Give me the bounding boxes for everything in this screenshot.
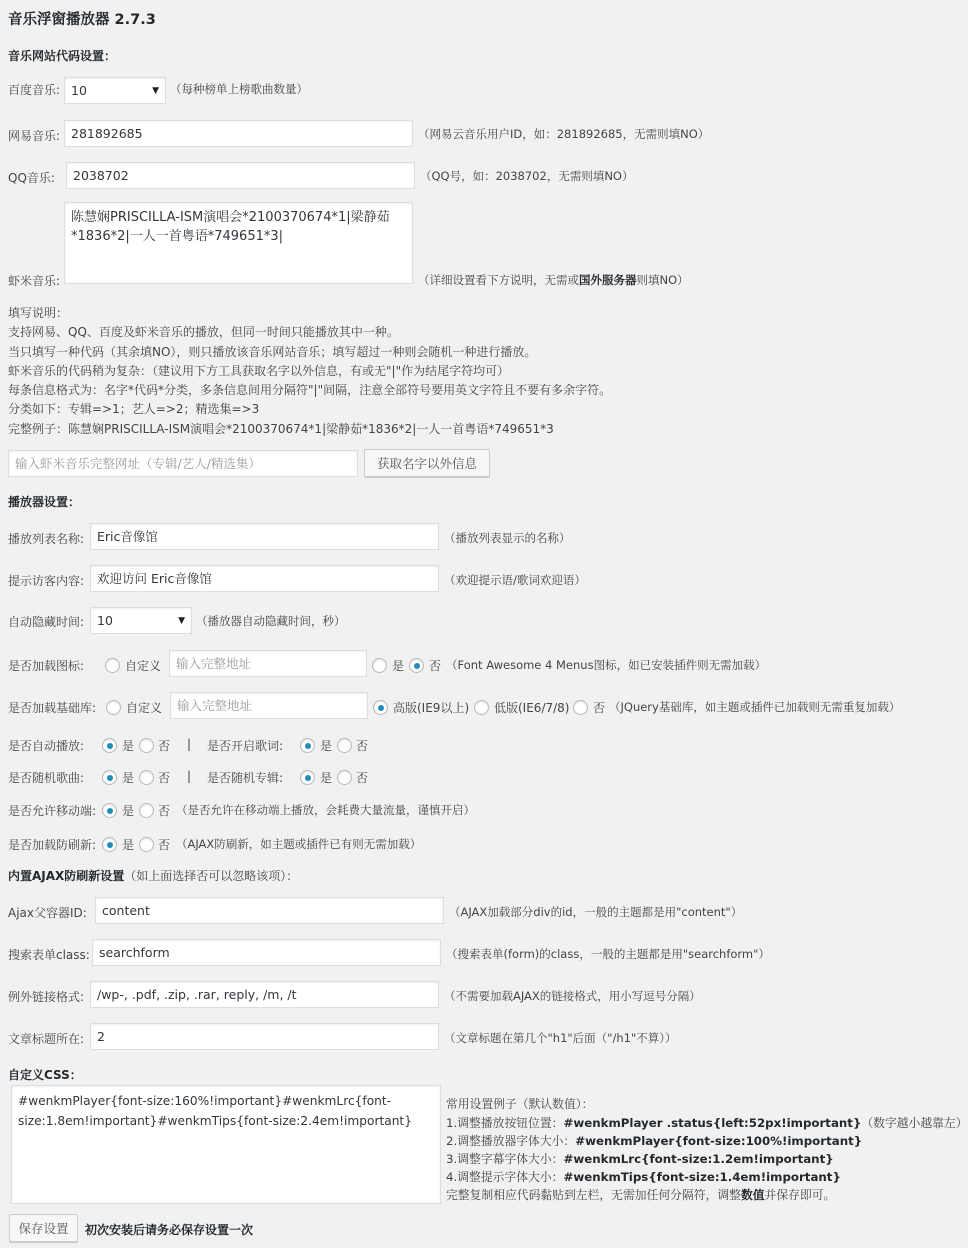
lyrics-label: 是否开启歌词: [207,739,284,753]
load-lib-no-label: 否 [593,701,606,715]
exceptions-label: 例外链接格式: [8,990,85,1004]
css-example-code: #wenkmLrc{font-size:1.2em!important} [563,1152,834,1166]
qq-hint: （QQ号，如：2038702，无需则填NO） [420,169,634,183]
random-song-yes-label: 是 [122,771,135,785]
autohide-select[interactable] [90,607,192,634]
random-song-no-radio[interactable] [139,770,154,785]
autohide-hint: （播放器自动隐藏时间，秒） [196,614,346,628]
xiami-hint [418,272,689,288]
save-button[interactable]: 保存设置 [9,1214,78,1242]
chevron-down-icon: ▼ [178,616,185,626]
qq-label: QQ音乐: [8,171,55,185]
ajax-heading-bold: 内置AJAX防刷新设置 [8,869,125,883]
chevron-down-icon: ▼ [152,86,159,96]
css-example-line [446,1114,968,1131]
css-example-label: 2.调整播放器字体大小： [446,1134,576,1148]
netease-hint: （网易云音乐用户ID，如：281892685，无需则填NO） [418,127,710,141]
xiami-label: 虾米音乐: [8,274,61,288]
css-example-line [446,1168,841,1185]
load-icon-label: 是否加载图标: [8,659,85,673]
css-footer-pre: 完整复制相应代码黏贴到左栏，无需加任何分隔符，调整 [446,1188,741,1202]
load-lib-high-label: 高版(IE9以上) [393,701,470,715]
search-form-label: 搜索表单class: [8,948,90,962]
ajax-container-label: Ajax父容器ID: [8,906,87,920]
netease-label: 网易音乐: [8,129,61,143]
load-lib-hint: （JQuery基础库，如主题或插件已加载则无需重复加载） [609,700,901,714]
css-example-note: （数字越小越靠左） [861,1116,968,1130]
xiami-url-input[interactable]: 输入虾米音乐完整网址（专辑/艺人/精选集） [8,450,358,477]
ajax-heading-rest: （如上面选择否可以忽略该项）： [124,869,299,883]
random-album-no-label: 否 [356,771,369,785]
random-song-label: 是否随机歌曲: [8,771,85,785]
mobile-label: 是否允许移动端: [8,804,97,818]
instruction-line: 每条信息格式为：名字*代码*分类，多条信息间用分隔符"|"间隔，注意全部符号要用英文字符且不要有多余字符。 [8,383,612,397]
mobile-yes-label: 是 [122,804,135,818]
instruction-line: 完整例子：陈慧娴PRISCILLA-ISM演唱会*2100370674*1|梁静茹*1836*2|一人一首粤语*749651*3 [8,422,554,436]
random-album-no-radio[interactable] [337,770,352,785]
article-title-label: 文章标题所在: [8,1032,85,1046]
autoplay-label: 是否自动播放: [8,739,85,753]
lyrics-yes-radio[interactable] [300,738,315,753]
autohide-label: 自动隐藏时间: [8,615,85,629]
css-example-label: 4.调整提示字体大小： [446,1170,564,1184]
load-lib-low-radio[interactable] [474,700,489,715]
custom-css-textarea[interactable]: #wenkmPlayer{font-size:160%!important}#wenkmLrc{font-size:1.8em!important}#wenkmTips{font-size:2.4em!important} [11,1085,441,1204]
load-icon-hint: （Font Awesome 4 Menus图标，如已安装插件则无需加载） [446,658,767,672]
player-section-heading: 播放器设置： [8,495,81,509]
separator: | [187,737,192,751]
load-icon-yes-label: 是 [392,659,405,673]
load-icon-yes-radio[interactable] [372,658,387,673]
mobile-no-label: 否 [158,804,171,818]
xiami-code-textarea[interactable]: 陈慧娴PRISCILLA-ISM演唱会*2100370674*1|梁静茹*1836*2|一人一首粤语*749651*3| [64,202,413,284]
playlist-name-hint: （播放列表显示的名称） [444,531,571,545]
page-title: 音乐浮窗播放器 2.7.3 [8,12,156,28]
instruction-line: 填写说明： [8,306,69,320]
anti-refresh-no-radio[interactable] [139,837,154,852]
ajax-section-heading [8,867,298,884]
lyrics-no-label: 否 [356,739,369,753]
random-album-yes-label: 是 [320,771,333,785]
autoplay-yes-radio[interactable] [102,738,117,753]
xiami-hint-post: 则填NO） [636,273,689,287]
random-album-label: 是否随机专辑: [207,771,284,785]
baidu-count-value: 10 [71,83,87,98]
anti-refresh-label: 是否加载防刷新: [8,838,97,852]
load-icon-url-input[interactable]: 输入完整地址 [169,650,367,677]
lyrics-yes-label: 是 [320,739,333,753]
netease-id-input[interactable]: 281892685 [64,120,413,147]
css-example-line [446,1132,862,1149]
css-example-label: 1.调整播放按钮位置： [446,1116,564,1130]
ajax-container-input[interactable]: content [95,897,444,924]
css-example-line [446,1150,834,1167]
load-lib-url-input[interactable]: 输入完整地址 [170,692,368,719]
instruction-line: 支持网易、QQ、百度及虾米音乐的播放，但同一时间只能播放其中一种。 [8,325,399,339]
article-title-input[interactable]: 2 [90,1023,439,1050]
playlist-name-input[interactable]: Eric音像馆 [90,523,439,550]
autoplay-no-label: 否 [158,739,171,753]
playlist-name-label: 播放列表名称: [8,532,85,546]
random-song-no-label: 否 [158,771,171,785]
random-song-yes-radio[interactable] [102,770,117,785]
exceptions-input[interactable]: /wp-, .pdf, .zip, .rar, reply, /m, /t [90,981,439,1008]
baidu-count-select[interactable] [64,77,166,104]
load-lib-no-radio[interactable] [573,700,588,715]
anti-refresh-yes-label: 是 [122,838,135,852]
instruction-line: 分类如下：专辑=>1；艺人=>2；精选集=>3 [8,402,260,416]
autoplay-no-radio[interactable] [139,738,154,753]
load-icon-custom-radio[interactable] [105,658,120,673]
exceptions-hint: （不需要加载AJAX的链接格式，用小写逗号分隔） [444,989,701,1003]
mobile-hint: （是否允许在移动端上播放，会耗费大量流量，谨慎开启） [176,803,475,817]
xiami-hint-bold: 国外服务器 [579,273,637,287]
load-lib-label: 是否加载基础库: [8,701,97,715]
mobile-yes-radio[interactable] [102,803,117,818]
anti-refresh-yes-radio[interactable] [102,837,117,852]
load-lib-custom-label: 自定义 [126,701,163,715]
lyrics-no-radio[interactable] [337,738,352,753]
mobile-no-radio[interactable] [139,803,154,818]
load-icon-no-label: 否 [429,659,442,673]
load-icon-no-radio[interactable] [409,658,424,673]
save-note: 初次安装后请务必保存设置一次 [85,1223,254,1237]
load-icon-custom-label: 自定义 [125,659,162,673]
css-examples-title: 常用设置例子（默认数值）： [446,1097,594,1111]
load-lib-custom-radio[interactable] [106,700,121,715]
anti-refresh-hint: （AJAX防刷新，如主题或插件已有则无需加载） [176,837,422,851]
css-example-code: #wenkmPlayer{font-size:100%!important} [575,1134,863,1148]
qq-id-input[interactable]: 2038702 [66,162,415,189]
autohide-value: 10 [97,613,113,628]
instruction-line: 虾米音乐的代码稍为复杂：（建议用下方工具获取名字以外信息，有或无"|"作为结尾字符均可） [8,364,510,378]
music-section-heading: 音乐网站代码设置： [8,49,117,63]
welcome-label: 提示访客内容: [8,574,85,588]
autoplay-yes-label: 是 [122,739,135,753]
article-title-hint: （文章标题在第几个"h1"后面（"/h1"不算）） [444,1031,677,1045]
instruction-line: 当只填写一种代码（其余填NO），则只播放该音乐网站音乐；填写超过一种则会随机一种进行播放。 [8,345,537,359]
separator: | [187,769,192,783]
baidu-label: 百度音乐: [8,83,61,97]
css-footer-bold: 数值 [740,1188,765,1202]
load-lib-low-label: 低版(IE6/7/8) [494,701,570,715]
welcome-hint: （欢迎提示语/歌词欢迎语） [444,573,586,587]
search-form-input[interactable]: searchform [92,939,441,966]
baidu-hint: （每种榜单上榜歌曲数量） [170,82,308,96]
css-example-code: #wenkmPlayer .status{left:52px!important} [563,1116,862,1130]
welcome-input[interactable]: 欢迎访问 Eric音像馆 [90,565,439,592]
search-form-hint: （搜索表单(form)的class，一般的主题都是用"searchform"） [446,947,770,961]
css-example-label: 3.调整字幕字体大小： [446,1152,564,1166]
xiami-hint-pre: （详细设置看下方说明，无需或 [418,273,579,287]
css-section-heading: 自定义CSS： [8,1068,82,1082]
fetch-info-button[interactable]: 获取名字以外信息 [364,449,490,477]
load-lib-high-radio[interactable] [373,700,388,715]
css-example-code: #wenkmTips{font-size:1.4em!important} [563,1170,841,1184]
css-footer-line [446,1186,835,1203]
css-footer-post: 并保存即可。 [764,1188,836,1202]
anti-refresh-no-label: 否 [158,838,171,852]
random-album-yes-radio[interactable] [300,770,315,785]
ajax-container-hint: （AJAX加载部分div的id，一般的主题都是用"content"） [449,905,743,919]
